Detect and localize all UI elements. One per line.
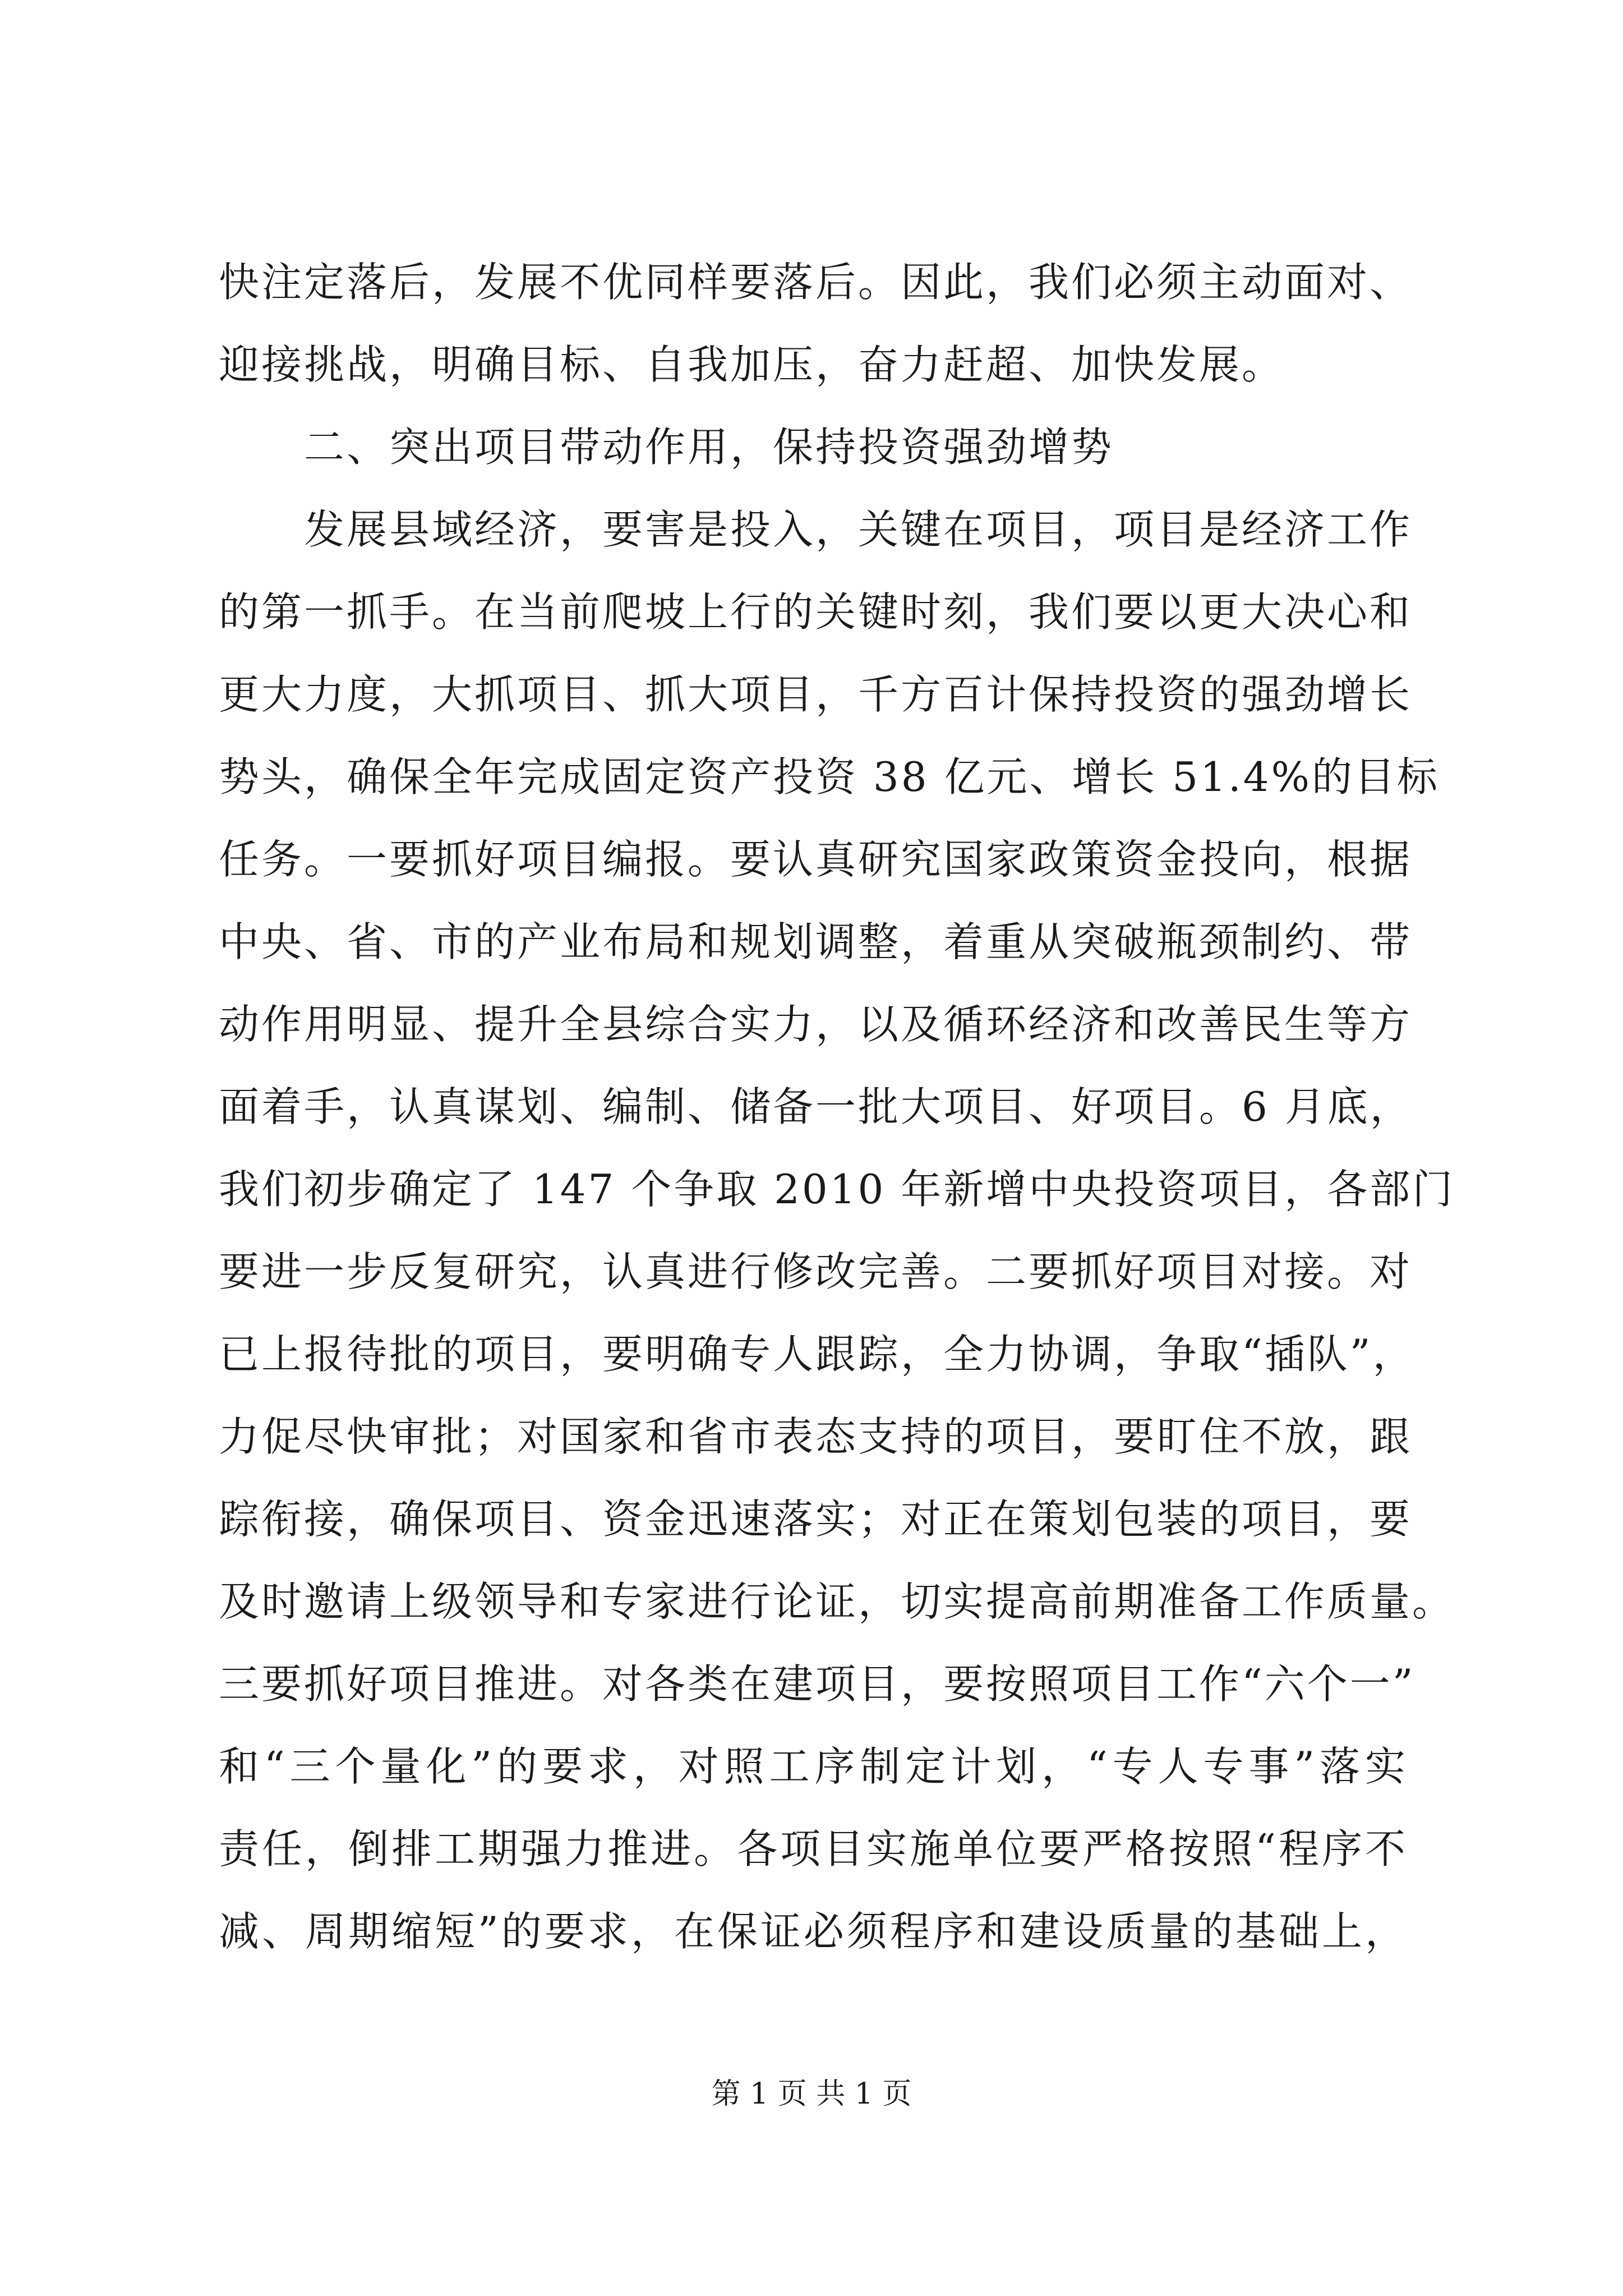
- text-line: 迎接挑战，明确目标、自我加压，奋力赶超、加快发展。: [219, 341, 1285, 388]
- text-line: 的第一抓手。在当前爬坡上行的关键时刻，我们要以更大决心和: [219, 588, 1413, 636]
- body-text: [219, 241, 1455, 1973]
- page-footer: 第 1 页 共 1 页: [711, 2077, 912, 2111]
- text-line: 要进一步反复研究，认真进行修改完善。二要抓好项目对接。对: [219, 1248, 1413, 1295]
- text-line: 更大力度，大抓项目、抓大项目，千方百计保持投资的强劲增长: [219, 671, 1413, 718]
- text-line: 势头，确保全年完成固定资产投资 38 亿元、增长 51.4%的目标: [219, 753, 1440, 800]
- text-line: 发展县域经济，要害是投入，关键在项目，项目是经济工作: [304, 506, 1413, 553]
- text-line: 中央、省、市的产业布局和规划调整，着重从突破瓶颈制约、带: [219, 918, 1413, 965]
- text-line: 力促尽快审批；对国家和省市表态支持的项目，要盯住不放，跟: [219, 1413, 1413, 1460]
- text-line: 我们初步确定了 147 个争取 2010 年新增中央投资项目，各部门: [219, 1166, 1455, 1213]
- text-line: 及时邀请上级领导和专家进行论证，切实提高前期准备工作质量。: [219, 1578, 1455, 1625]
- text-line: 和“三个量化”的要求，对照工序制定计划，“专人专事”落实: [219, 1743, 1408, 1790]
- text-line: 减、周期缩短”的要求，在保证必须程序和建设质量的基础上，: [219, 1908, 1408, 1955]
- text-line: 踪衔接，确保项目、资金迅速落实；对正在策划包装的项目，要: [219, 1496, 1413, 1543]
- section-heading: 二、突出项目带动作用，保持投资强劲增势: [304, 424, 1114, 471]
- text-line: 动作用明显、提升全县综合实力，以及循环经济和改善民生等方: [219, 1001, 1413, 1048]
- text-line: 快注定落后，发展不优同样要落后。因此，我们必须主动面对、: [219, 259, 1413, 306]
- text-line: 责任，倒排工期强力推进。各项目实施单位要严格按照“程序不: [219, 1825, 1408, 1872]
- text-line: 已上报待批的项目，要明确专人跟踪，全力协调，争取“插队”，: [219, 1331, 1415, 1378]
- text-line: 三要抓好项目推进。对各类在建项目，要按照项目工作“六个一”: [219, 1660, 1415, 1708]
- text-line: 面着手，认真谋划、编制、储备一批大项目、好项目。6 月底，: [219, 1083, 1413, 1130]
- text-line: 任务。一要抓好项目编报。要认真研究国家政策资金投向，根据: [219, 836, 1413, 883]
